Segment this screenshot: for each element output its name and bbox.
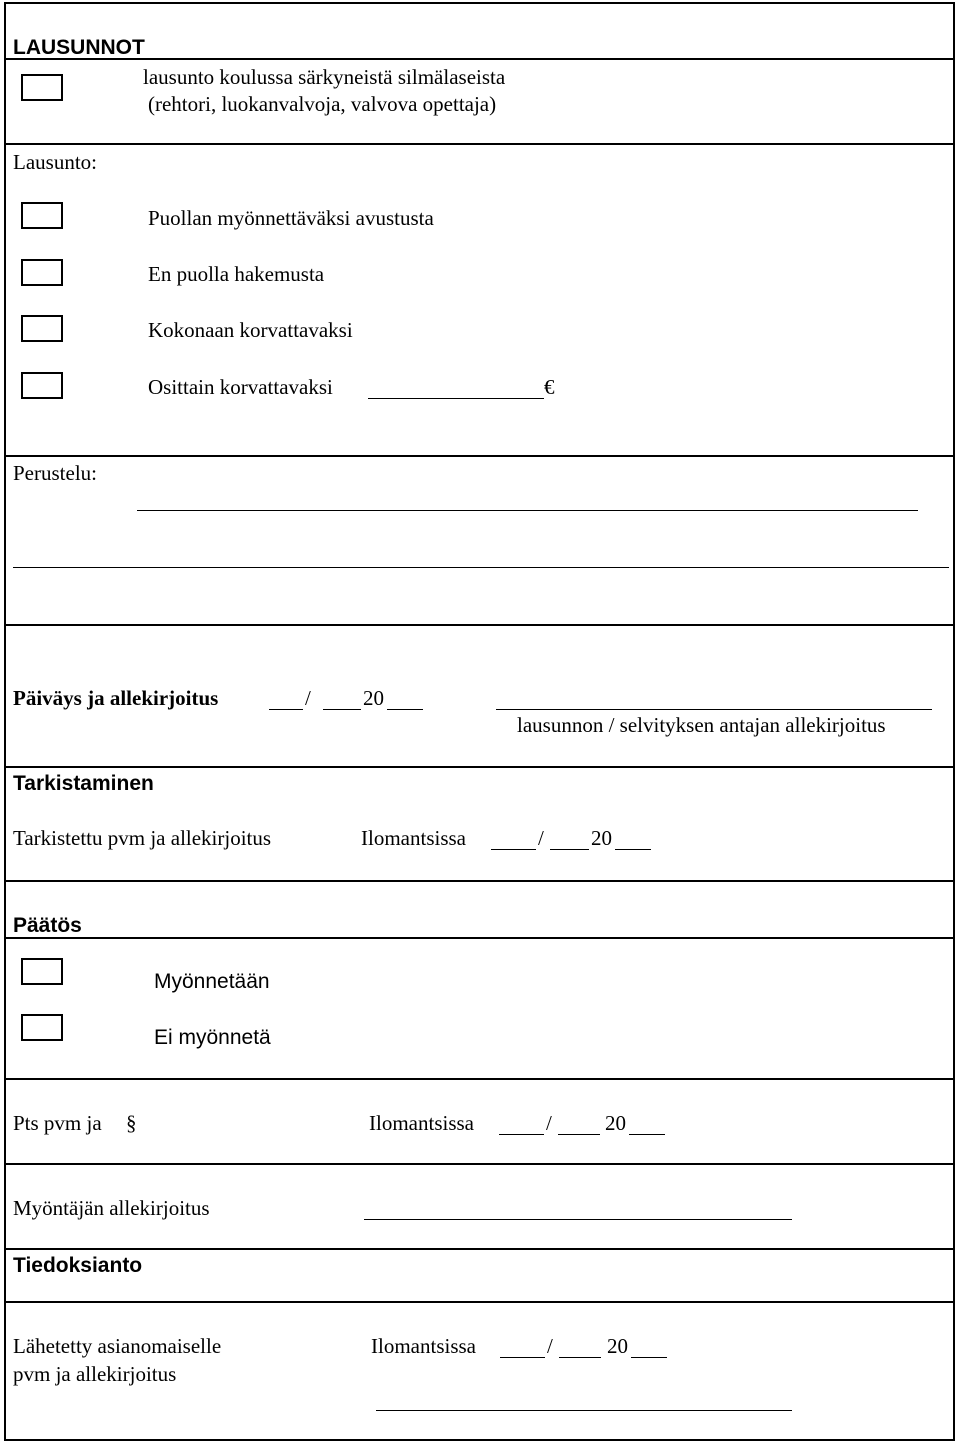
divider — [6, 1078, 953, 1080]
tiedoksianto-day-field[interactable] — [500, 1357, 545, 1358]
tiedoksianto-signature-line[interactable] — [376, 1410, 792, 1411]
paivays-year-field[interactable] — [387, 709, 423, 710]
pts-month-field[interactable] — [558, 1134, 600, 1135]
lausunto-label: Lausunto: — [13, 150, 97, 174]
perustelu-line-2[interactable] — [13, 567, 949, 568]
ei-myonneta-checkbox[interactable] — [21, 1014, 63, 1041]
signature-line[interactable] — [496, 709, 932, 710]
lausunnot-title: LAUSUNNOT — [13, 36, 145, 59]
lausunto-option-puollan: Puollan myönnettäväksi avustusta — [148, 206, 434, 230]
divider — [6, 937, 953, 939]
en-puolla-checkbox[interactable] — [21, 259, 63, 286]
lausunto-option-en-puolla: En puolla hakemusta — [148, 262, 325, 286]
perustelu-label: Perustelu: — [13, 461, 97, 485]
lausunnot-option-line2: (rehtori, luokanvalvoja, valvova opettaja) — [148, 92, 497, 116]
tarkistaminen-year-field[interactable] — [615, 849, 651, 850]
divider — [6, 1163, 953, 1165]
tarkistaminen-year: 20 — [591, 826, 612, 850]
signature-caption: lausunnon / selvityksen antajan allekirjoitus — [517, 713, 886, 737]
lausunto-option-kokonaan: Kokonaan korvattavaksi — [148, 318, 353, 342]
divider — [6, 143, 953, 145]
paatos-title: Päätös — [13, 914, 82, 937]
euro-sign: € — [544, 375, 555, 399]
lausunnot-option-line1: lausunto koulussa särkyneistä silmälaseista — [143, 65, 506, 89]
tiedoksianto-place: Ilomantsissa — [371, 1334, 476, 1358]
paivays-month-field[interactable] — [323, 709, 361, 710]
tarkistaminen-month-field[interactable] — [550, 849, 589, 850]
tiedoksianto-month-field[interactable] — [559, 1357, 601, 1358]
tiedoksianto-year-field[interactable] — [631, 1357, 667, 1358]
puollan-checkbox[interactable] — [21, 202, 63, 229]
pykala-sign: § — [126, 1111, 137, 1135]
form-frame — [4, 2, 955, 1441]
tiedoksianto-year: 20 — [607, 1334, 628, 1358]
tiedoksianto-label-line2: pvm ja allekirjoitus — [13, 1362, 177, 1386]
tiedoksianto-title: Tiedoksianto — [13, 1254, 143, 1277]
kokonaan-checkbox[interactable] — [21, 315, 63, 342]
myontaja-label: Myöntäjän allekirjoitus — [13, 1196, 210, 1220]
divider — [6, 58, 953, 60]
divider — [6, 455, 953, 457]
divider — [6, 880, 953, 882]
paivays-slash: / — [305, 686, 311, 710]
tarkistettu-label: Tarkistettu pvm ja allekirjoitus — [13, 826, 272, 850]
tarkistaminen-slash: / — [538, 826, 544, 850]
paatos-option-myonnetaan: Myönnetään — [154, 970, 270, 993]
tarkistaminen-title: Tarkistaminen — [13, 772, 154, 795]
pts-slash: / — [546, 1111, 552, 1135]
perustelu-line-1[interactable] — [137, 510, 918, 511]
paatos-option-ei-myonneta: Ei myönnetä — [154, 1026, 271, 1049]
pts-label: Pts pvm ja — [13, 1111, 102, 1135]
pts-place: Ilomantsissa — [369, 1111, 474, 1135]
paivays-year: 20 — [363, 686, 384, 710]
divider — [6, 624, 953, 626]
lausunto-option-osittain: Osittain korvattavaksi — [148, 375, 333, 399]
tarkistaminen-place: Ilomantsissa — [361, 826, 466, 850]
divider — [6, 766, 953, 768]
pts-year-field[interactable] — [629, 1134, 665, 1135]
pts-year: 20 — [605, 1111, 626, 1135]
tiedoksianto-label-line1: Lähetetty asianomaiselle — [13, 1334, 222, 1358]
amount-field[interactable] — [368, 398, 544, 399]
osittain-checkbox[interactable] — [21, 372, 63, 399]
paivays-day-field[interactable] — [269, 709, 303, 710]
lausunto-koulussa-checkbox[interactable] — [21, 74, 63, 101]
pts-day-field[interactable] — [499, 1134, 544, 1135]
tiedoksianto-slash: / — [547, 1334, 553, 1358]
paivays-label: Päiväys ja allekirjoitus — [13, 686, 219, 710]
myontaja-signature-line[interactable] — [364, 1219, 792, 1220]
tarkistaminen-day-field[interactable] — [491, 849, 536, 850]
divider — [6, 1301, 953, 1303]
myonnetaan-checkbox[interactable] — [21, 958, 63, 985]
divider — [6, 1248, 953, 1250]
